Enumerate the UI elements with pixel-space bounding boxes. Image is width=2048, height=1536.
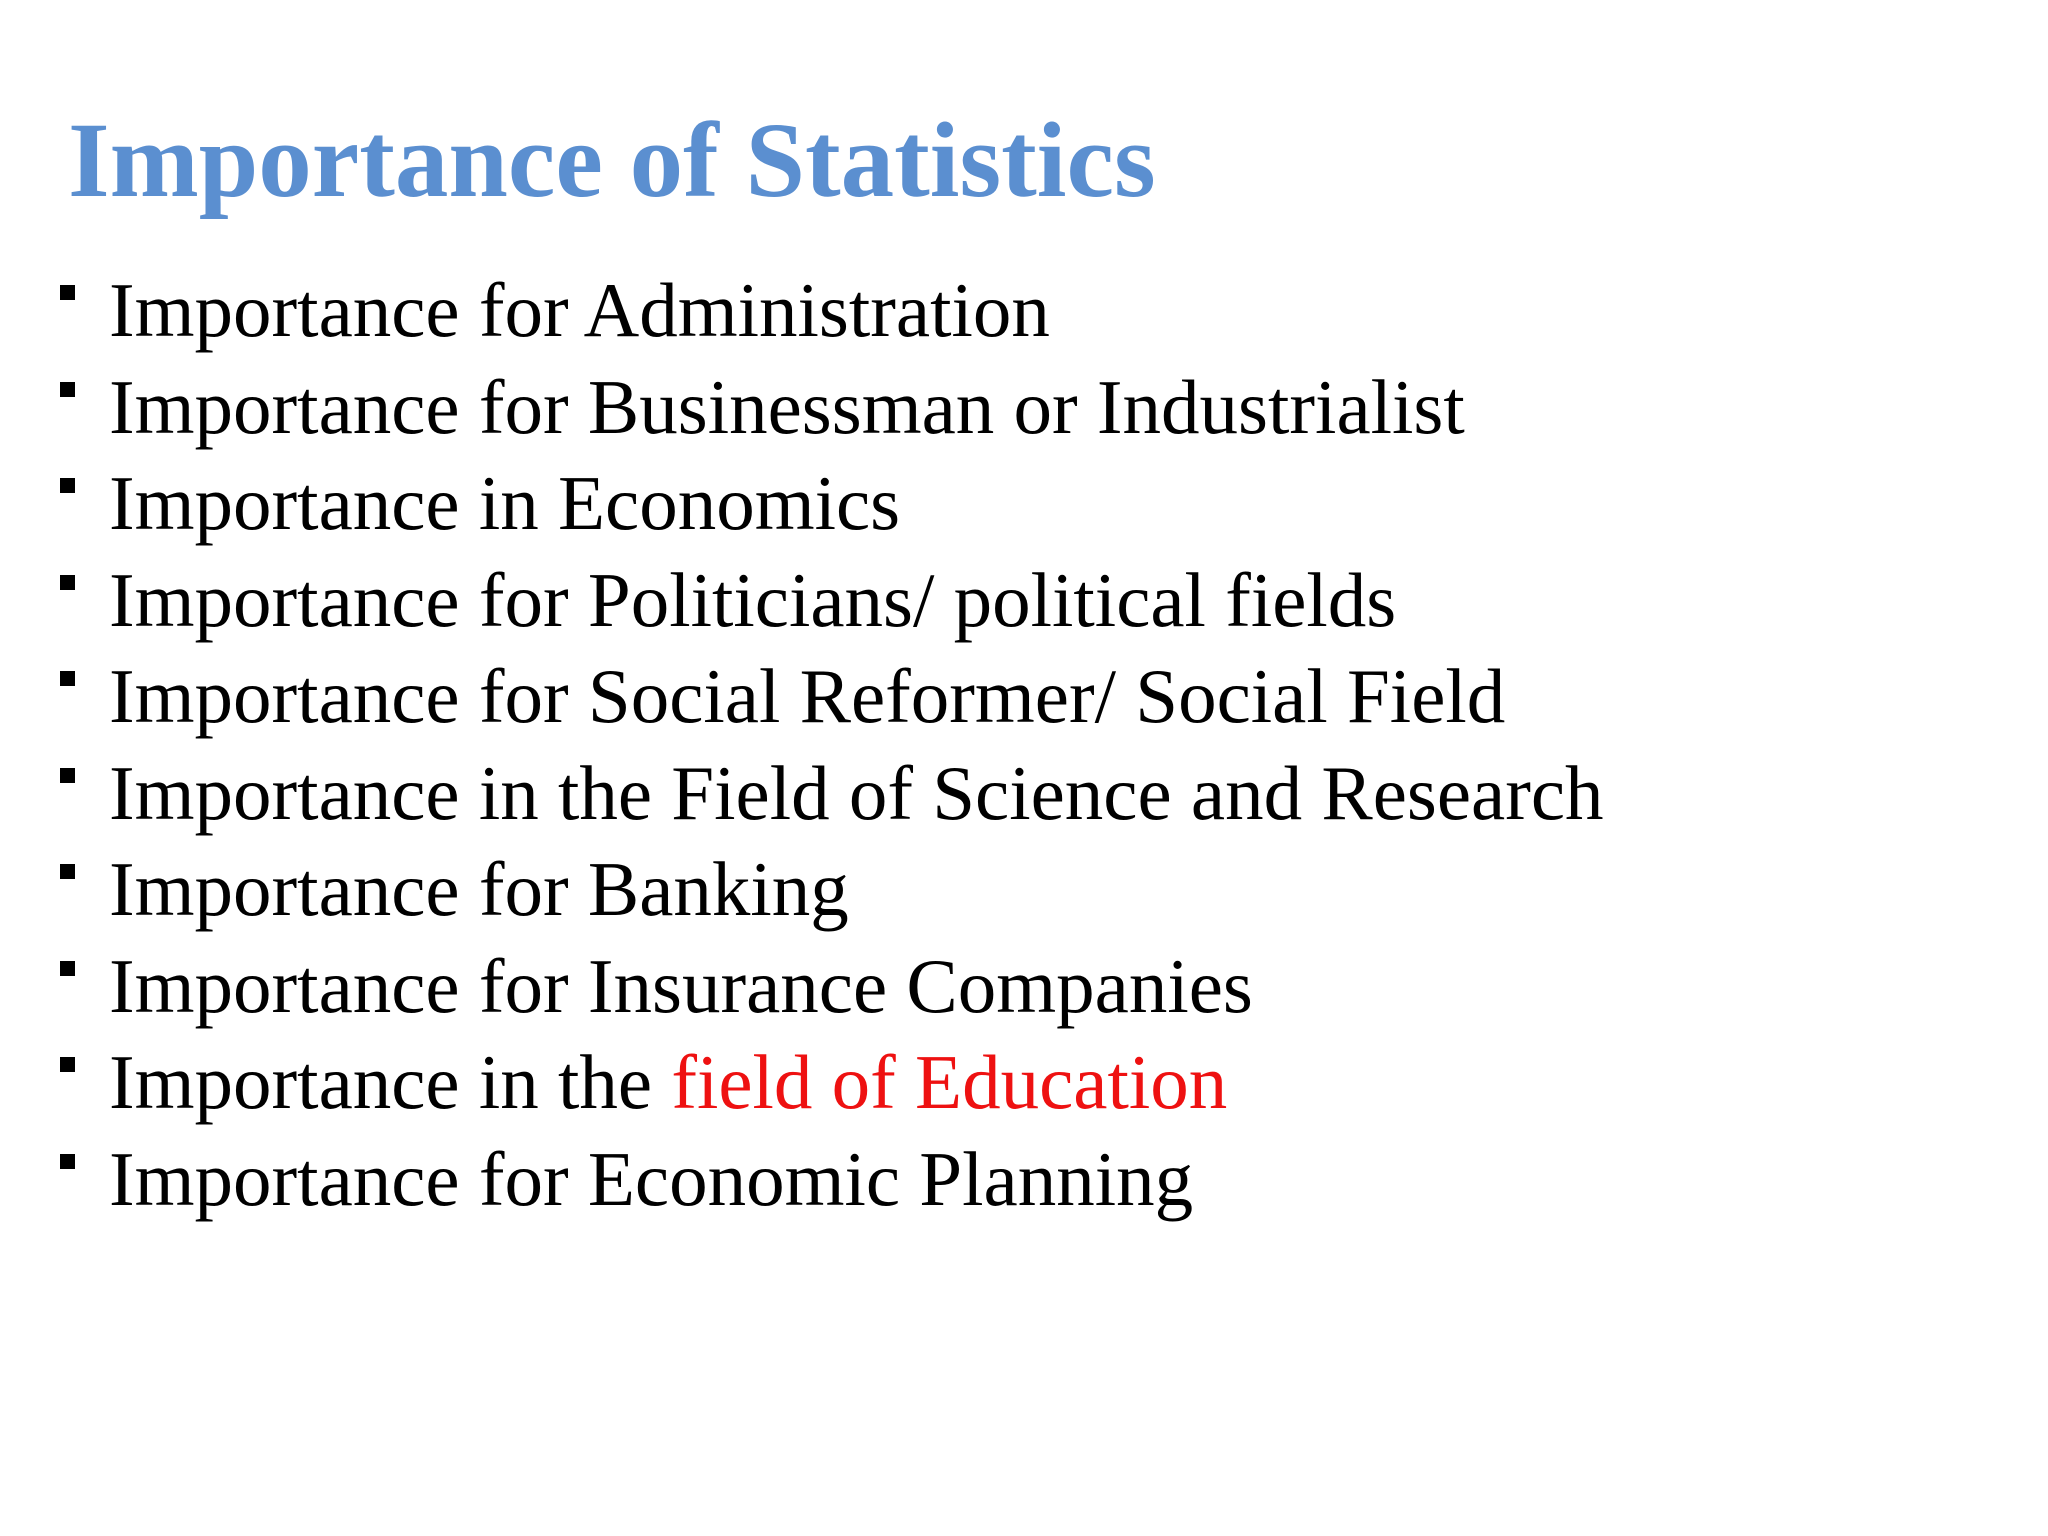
bullet-main-text: Importance for Politicians/ political fields [109,556,1397,643]
bullet-text [109,1034,1227,1130]
square-bullet-icon [60,671,75,686]
bullet-main-text: Importance in the [109,1039,672,1125]
square-bullet-icon [60,961,75,976]
bullet-main-text: Importance for Insurance Companies [109,942,1253,1029]
bullet-text [109,648,1505,744]
bullet-text [109,552,1396,648]
square-bullet-icon [60,864,75,879]
square-bullet-icon [60,768,75,783]
bullet-text [109,841,849,937]
square-bullet-icon [60,478,75,493]
bullet-main-text: Importance for Banking [109,846,849,932]
bullet-highlight-text: field of Education [671,1039,1228,1125]
square-bullet-icon [60,1057,75,1072]
bullet-text [109,262,1050,358]
bullet-text [109,455,900,551]
bullet-main-text: Importance for Social Reformer/ Social Field [109,653,1506,739]
square-bullet-icon [60,1154,75,1169]
square-bullet-icon [60,382,75,397]
slide-title: Importance of Statistics [68,102,1156,220]
bullet-text [109,1131,1193,1227]
bullet-main-text: Importance in the Field of Science and Research [109,749,1604,836]
square-bullet-icon [60,285,75,300]
bullet-main-text: Importance for Businessman or Industrialist [109,363,1465,450]
bullet-main-text: Importance for Economic Planning [109,1135,1194,1222]
bullet-text [109,938,1253,1034]
square-bullet-icon [60,575,75,590]
bullet-text [109,359,1465,455]
bullet-main-text: Importance for Administration [109,267,1050,353]
bullet-main-text: Importance in Economics [109,460,901,546]
bullet-text [109,745,1604,841]
